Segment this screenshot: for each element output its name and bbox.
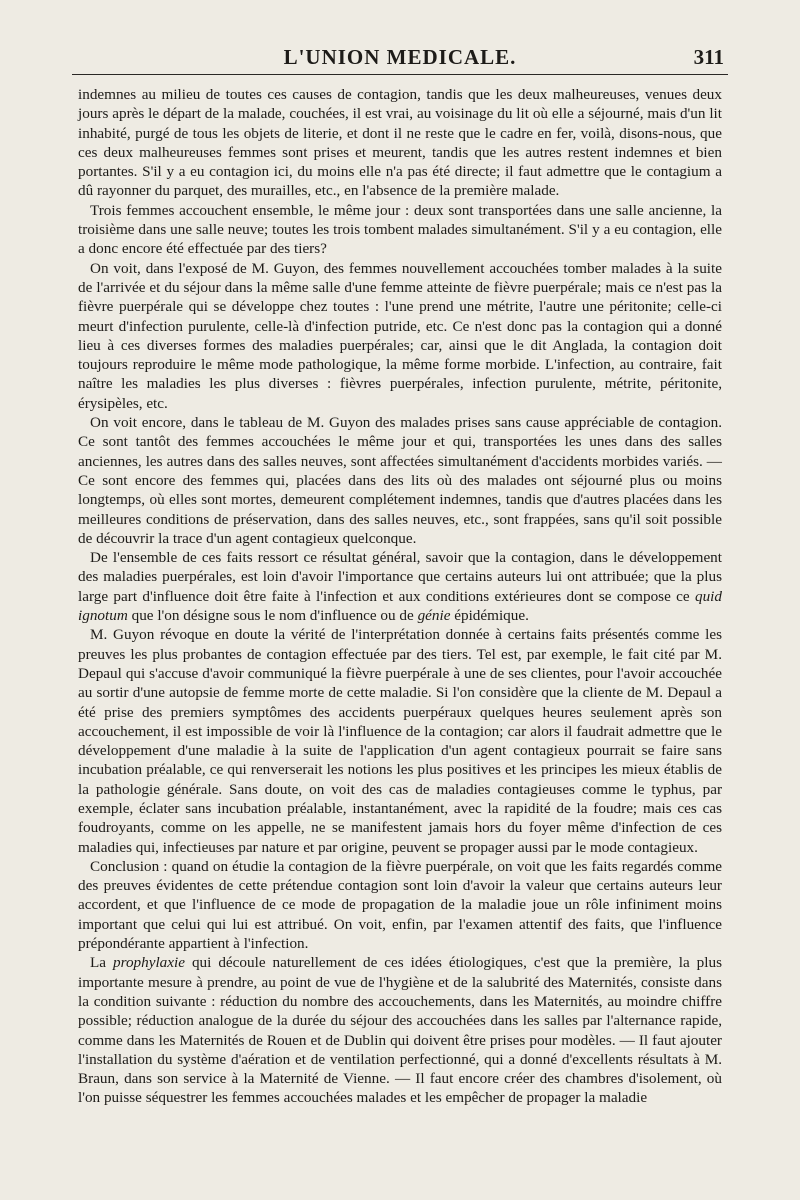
text-run: que l'on désigne sous le nom d'influence ou de — [127, 607, 418, 625]
italic-text: prophylaxie — [113, 954, 185, 972]
text-run: indemnes au milieu de toutes ces causes de contagion, tandis que les deux malheureuses, venues deux jours après le départ de la malade, couchées, il est vrai, au voisinage du lit où elle a séjourné, mais d'un lit inhabité, purgé de tous les objets de literie, et dont il ne reste que le cadre en fer, voilà, disons-nous, que ces deux malheureuses femmes sont prises et meurent, tandis que les autres restent indemnes et bien portantes. S'il y a eu contagion ici, du moins elle n'a pas été directe; il faut admettre que le contagium a dû rayonner du parquet, des murailles, etc., en l'absence de la première malade. — [78, 86, 722, 200]
paragraph — [78, 85, 722, 201]
paragraph — [78, 625, 722, 857]
paragraph — [78, 548, 722, 625]
paragraph — [78, 857, 722, 953]
page-header — [72, 42, 728, 75]
italic-text: génie — [417, 607, 451, 625]
text-run: Trois femmes accouchent ensemble, le même jour : deux sont transportées dans une salle ancienne, la troisième dans une salle neuve; toutes les trois tombent malades simultanément. S'il y a eu contagion, elle a donc encore été effectuée par des tiers? — [78, 201, 722, 258]
text-run: On voit encore, dans le tableau de M. Guyon des malades prises sans cause appréciable de contagion. Ce sont tantôt des femmes accouchées le même jour et qui, transportées les unes dans des salles anciennes, les autres dans des salles neuves, sont affectées simultanément d'accidents morbides variés. — Ce sont encore des femmes qui, placées dans des lits où des malades ont séjourné plus ou moins longtemps, où elles sont mortes, demeurent complétement indemnes, tandis que d'autres placées dans les meilleures conditions de préservation, dans des salles neuves, etc., sont frappées, sans qu'il soit possible de découvrir la trace d'un agent contagieux quelconque. — [78, 414, 722, 547]
text-run: épidémique. — [450, 607, 529, 625]
text-run: La — [90, 954, 113, 972]
text-run: qui découle naturellement de ces idées étiologiques, c'est que la première, la plus importante mesure à prendre, au point de vue de l'hygiène et de la salubrité des Maternités, consiste dans la condition suivante : réduction du nombre des accouchements, dans les Maternités, au moindre chiffre possible; réduction analogue de la durée du séjour des accouchées dans les salles par l'alternance rapide, comme dans les Maternités de Rouen et de Dublin qui doivent être prises pour modèles. — Il faut ajouter l'installation du système d'aération et de ventilation perfectionné, qui a donné d'excellents résultats à M. Braun, dans son service à la Maternité de Vienne. — Il faut encore créer des chambres d'isolement, où l'on puisse séquestrer les femmes accouchées malades et les empêcher de propager la maladie — [78, 954, 722, 1107]
running-title: L'UNION MEDICALE. — [283, 45, 517, 69]
paragraph — [78, 201, 722, 259]
italic-text: quid ignotum — [78, 587, 722, 625]
text-run: M. Guyon révoque en doute la vérité de l'interprétation donnée à certains faits présentés comme les preuves les plus probantes de contagion effectuée par des tiers. Tel est, par exemple, le fait cité par M. Depaul qui s'accuse d'avoir communiqué la fièvre puerpérale à une de ses clientes, pour l'avoir accouchée au sortir d'une autopsie de femme morte de cette maladie. Si l'on considère que la cliente de M. Depaul a été prise des premiers symptômes des accidents puerpéraux quelques heures seulement après son accouchement, il est impossible de voir là l'influence de la contagion; car alors il faudrait admettre que le développement d'une maladie à la suite de l'application d'un agent contagieux pourrait se faire sans incubation préalable, ce qui renverserait les notions les plus positives et les principes les mieux établis de la pathologie générale. Sans doute, on voit des cas de maladies contagieuses comme le typhus, par exemple, éclater sans incubation préalable, instantanément, avec la rapidité de la foudre; mais ces cas foudroyants, comme on les appelle, ne se manifestent jamais hors du foyer même d'infection de ces maladies qui, infectieuses par nature et par origine, peuvent se propager aussi par le mode contagieux. — [78, 626, 722, 856]
text-run: On voit, dans l'exposé de M. Guyon, des femmes nouvellement accouchées tomber malades à la suite de l'arrivée et du séjour dans la même salle d'une femme atteinte de fièvre puerpérale; mais ce n'est pas la fièvre puerpérale qui se développe chez toutes : l'une prend une métrite, l'autre une péritonite; celle-ci meurt d'infection purulente, celle-là d'infection putride, etc. Ce n'est donc pas la contagion qui a donné lieu à ces diverses formes des maladies puerpérales; car, ainsi que le dit Anglada, la contagion doit toujours reproduire le même mode pathologique, la même forme morbide. L'infection, au contraire, fait naître les maladies les plus diverses : fièvres puerpérales, infection purulente, métrite, péritonite, érysipèles, etc. — [78, 259, 722, 412]
page-number: 311 — [693, 45, 724, 69]
text-run: De l'ensemble de ces faits ressort ce résultat général, savoir que la contagion, dans le développement des maladies puerpérales, est loin d'avoir l'importance que certains auteurs lui ont attribuée; que la plus large part d'influence doit être faite à l'infection et aux conditions extérieures dont se compose ce — [78, 549, 722, 605]
paragraph — [78, 953, 722, 1107]
text-run: Conclusion : quand on étudie la contagion de la fièvre puerpérale, on voit que les faits regardés comme des preuves évidentes de cette prétendue contagion sont loin d'avoir la valeur que certains auteurs leur accordent, et que l'influence de ce mode de propagation de la maladie joue un rôle infiniment moins important que celui qui lui est attribué. On voit, enfin, par l'examen attentif des faits, que l'influence prépondérante appartient à l'infection. — [78, 857, 722, 953]
body-text — [78, 85, 722, 1108]
paragraph — [78, 413, 722, 548]
paragraph — [78, 259, 722, 413]
